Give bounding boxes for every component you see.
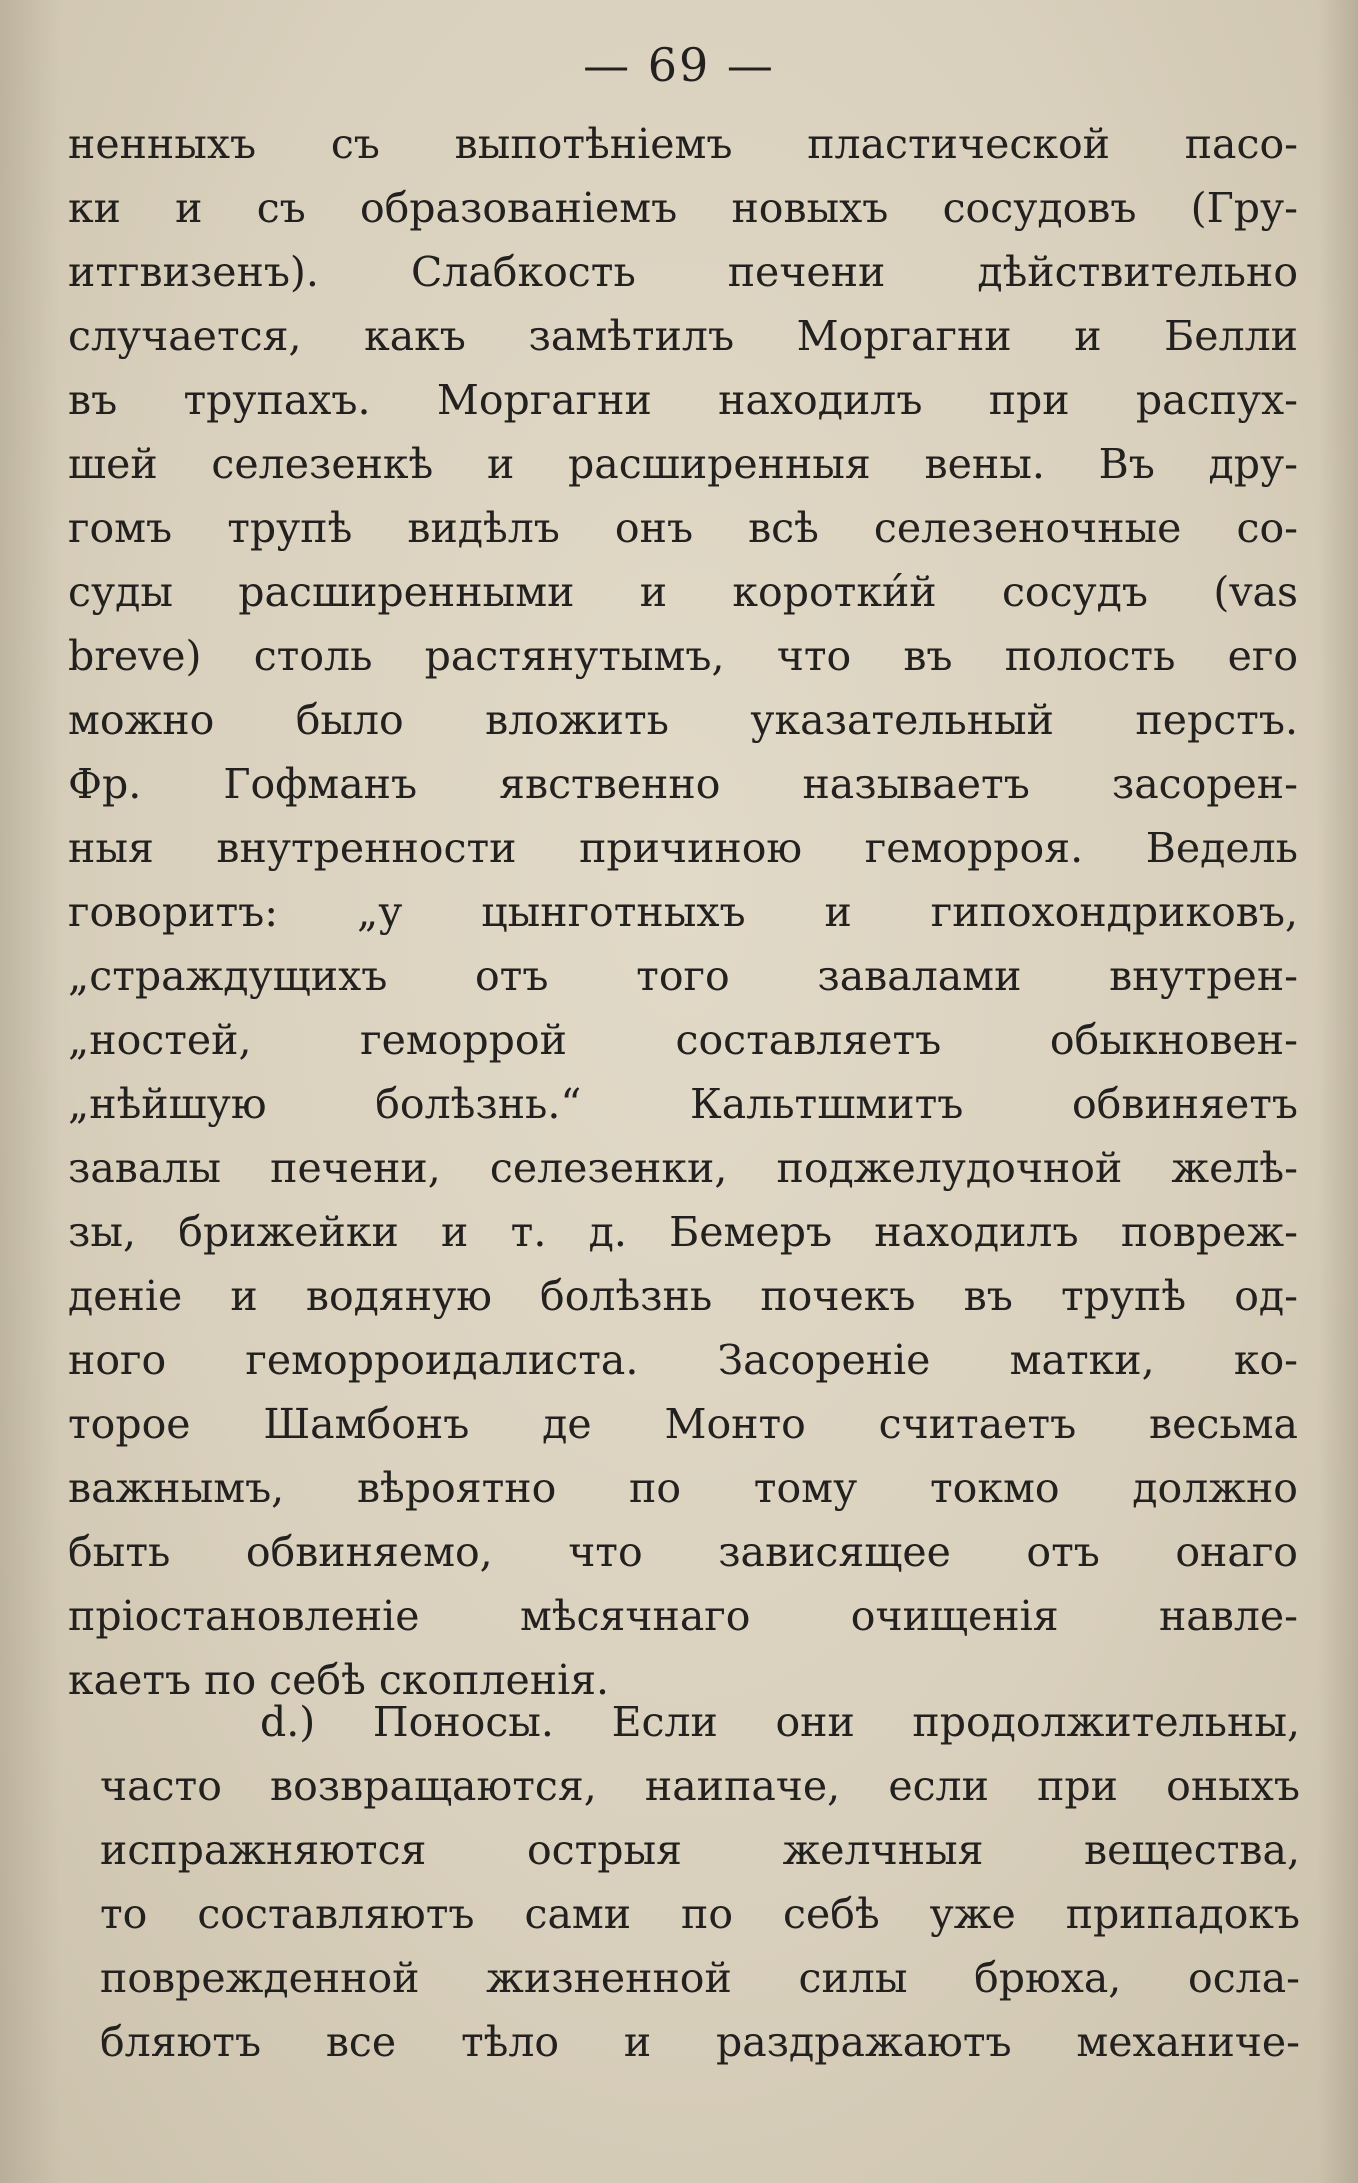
page-number: — 69 — [583, 38, 775, 92]
text-line: то составляютъ сами по себѣ уже припадокъ [100, 1890, 1300, 1938]
text-line: пріостановленіе мѣсячнаго очищенія навле- [68, 1592, 1298, 1640]
text-line: часто возвращаются, наипаче, если при оныхъ [100, 1762, 1300, 1810]
text-line: ненныхъ съ выпотѣніемъ пластической пасо- [68, 120, 1298, 168]
body-text [68, 112, 1298, 1712]
text-line: бляютъ все тѣло и раздражаютъ механиче- [100, 2018, 1300, 2066]
text-line: важнымъ, вѣроятно по тому токмо должно [68, 1464, 1298, 1512]
text-line: „страждущихъ отъ того завалами внутрен- [68, 952, 1298, 1000]
text-line: шей селезенкѣ и расширенныя вены. Въ дру- [68, 440, 1298, 488]
text-line: зы, брижейки и т. д. Бемеръ находилъ повреж- [68, 1208, 1298, 1256]
text-line: „нѣйшую болѣзнь.“ Кальтшмитъ обвиняетъ [68, 1080, 1298, 1128]
paragraph-d [100, 1690, 1300, 2074]
text-line: d.) Поносы. Если они продолжительны, [260, 1698, 1300, 1746]
text-line: завалы печени, селезенки, поджелудочной желѣ- [68, 1144, 1298, 1192]
text-line: случается, какъ замѣтилъ Моргагни и Белли [68, 312, 1298, 360]
page-edge-shadow-right [1318, 0, 1358, 2183]
text-line: испражняются острыя желчныя вещества, [100, 1826, 1300, 1874]
text-line: „ностей, геморрой составляетъ обыкновен- [68, 1016, 1298, 1064]
text-line: Фр. Гофманъ явственно называетъ засорен- [68, 760, 1298, 808]
text-line: итгвизенъ). Слабкость печени дѣйствительно [68, 248, 1298, 296]
text-line: каетъ по себѣ скопленія. [68, 1656, 610, 1704]
text-line: торое Шамбонъ де Монто считаетъ весьма [68, 1400, 1298, 1448]
text-line: поврежденной жизненной силы брюха, осла- [100, 1954, 1300, 2002]
text-line: деніе и водяную болѣзнь почекъ въ трупѣ од- [68, 1272, 1298, 1320]
text-line: ного геморроидалиста. Засореніе матки, ко- [68, 1336, 1298, 1384]
text-line: breve) столь растянутымъ, что въ полость его [68, 632, 1298, 680]
text-line: говоритъ: „у цынготныхъ и гипохондриковъ, [68, 888, 1298, 936]
text-line: можно было вложить указательный перстъ. [68, 696, 1298, 744]
page-edge-shadow-left [0, 0, 60, 2183]
text-line: въ трупахъ. Моргагни находилъ при распух- [68, 376, 1298, 424]
text-line: гомъ трупѣ видѣлъ онъ всѣ селезеночные со- [68, 504, 1298, 552]
text-line: быть обвиняемо, что зависящее отъ онаго [68, 1528, 1298, 1576]
text-line: ныя внутренности причиною геморроя. Ведель [68, 824, 1298, 872]
text-line: суды расширенными и коротки́й сосудъ (vas [68, 568, 1298, 616]
text-line: ки и съ образованіемъ новыхъ сосудовъ (Гру- [68, 184, 1298, 232]
